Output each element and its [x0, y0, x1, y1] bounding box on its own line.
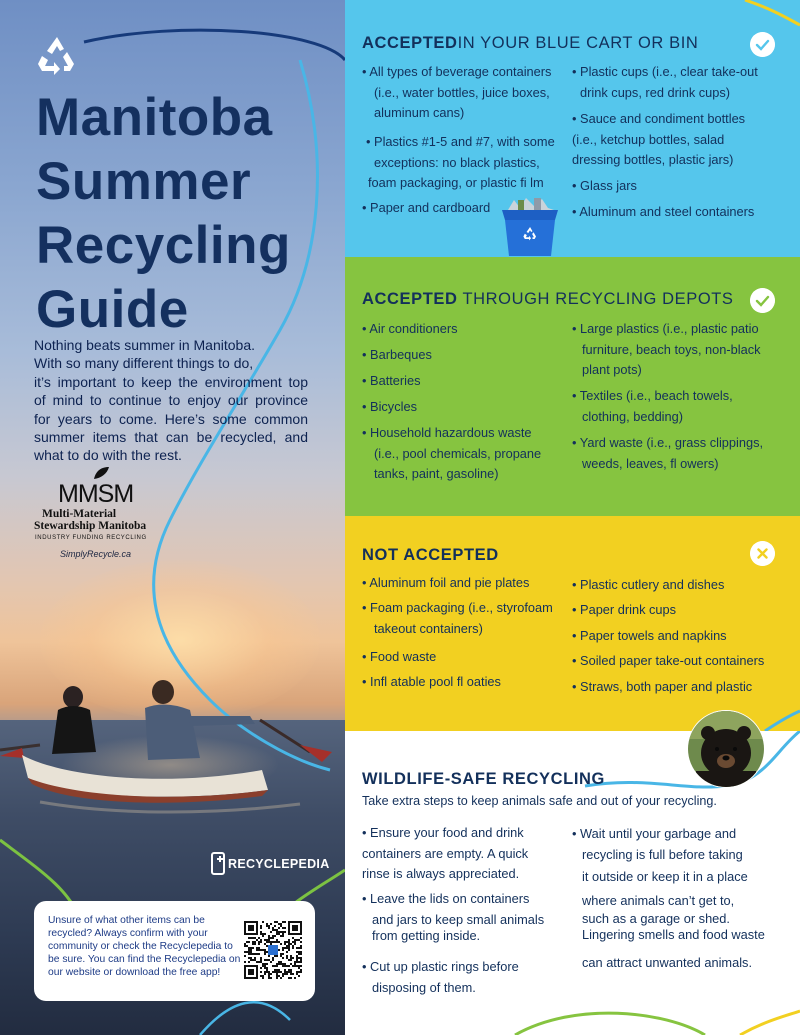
- canoe-photo: [0, 680, 345, 820]
- panel-title-bold: ACCEPTED: [362, 34, 458, 52]
- not-accepted-panel: [345, 516, 800, 731]
- item-line: such as a garage or shed.: [582, 911, 730, 927]
- item-line: drink cups, red drink cups): [580, 84, 731, 100]
- item-line: • Infl atable pool fl oaties: [362, 674, 501, 689]
- item-line: • Aluminum foil and pie plates: [362, 575, 530, 590]
- mmsm-name-line: Multi-Material: [42, 508, 117, 520]
- item-line: dressing bottles, plastic jars): [572, 152, 734, 167]
- item-line: • Paper and cardboard: [362, 200, 491, 215]
- item-line: • All types of beverage containers: [362, 64, 552, 79]
- panel-title: [362, 290, 734, 309]
- list-item: [362, 957, 519, 998]
- item-line: • Food waste: [362, 649, 437, 664]
- item-line: • Leave the lids on containers: [362, 891, 530, 906]
- list-item: [362, 397, 417, 418]
- item-line: and jars to keep small animals: [372, 911, 545, 927]
- leaf-icon: [92, 466, 110, 480]
- item-line: weeds, leaves, fl owers): [582, 455, 719, 471]
- item-line: aluminum cans): [374, 105, 465, 120]
- info-line: our website or download the free app!: [48, 966, 221, 978]
- panel-subtitle: Take extra steps to keep animals safe and out of your recycling.: [362, 794, 717, 808]
- list-item: [362, 345, 432, 366]
- recycle-bin-icon: [498, 196, 562, 257]
- checkmark-icon: [750, 32, 775, 57]
- item-line: • Bicycles: [362, 399, 417, 414]
- item-line: • Plastic cutlery and dishes: [572, 577, 725, 592]
- item-line: • Air conditioners: [362, 321, 458, 336]
- item-line: exceptions: no black plastics,: [374, 154, 540, 170]
- page-title: [36, 86, 336, 342]
- list-item: [572, 823, 765, 973]
- panel-title-bold: ACCEPTED: [362, 290, 458, 308]
- panel-title: [362, 34, 698, 53]
- list-item: [362, 319, 458, 340]
- panel-title-bold: WILDLIFE-SAFE RECYCLING: [362, 770, 605, 788]
- mmsm-wordmark: MMSM: [58, 480, 134, 508]
- item-line: clothing, bedding): [582, 408, 684, 424]
- list-item: [362, 823, 528, 885]
- panel-title-rest: IN YOUR BLUE CART OR BIN: [457, 34, 699, 52]
- panel-swoosh: [345, 516, 800, 731]
- phone-icon: [210, 852, 226, 876]
- website-link[interactable]: SimplyRecycle.ca: [60, 549, 132, 559]
- item-line: • Cut up plastic rings before: [362, 959, 519, 974]
- mmsm-name-line: Stewardship Manitoba: [34, 520, 147, 532]
- item-line: • Sauce and condiment bottles: [572, 111, 746, 126]
- item-line: from getting inside.: [372, 928, 481, 943]
- list-item: [572, 386, 733, 427]
- cover-photo-column: [0, 0, 345, 1035]
- intro-line: With so many different things to do,: [34, 355, 254, 372]
- list-item: [362, 889, 544, 947]
- item-line: • Foam packaging (i.e., styrofoam: [362, 600, 553, 615]
- item-line: rinse is always appreciated.: [362, 866, 520, 881]
- item-line: where animals can’t get to,: [582, 892, 735, 908]
- recyclepedia-info-box: [34, 901, 315, 1001]
- intro-line: summer items that can be recycled, and: [34, 429, 308, 446]
- mmsm-tagline: INDUSTRY FUNDING RECYCLING: [35, 535, 147, 541]
- item-line: (i.e., ketchup bottles, salad: [572, 131, 725, 147]
- title-line: Manitoba: [36, 88, 273, 147]
- recycle-icon: [34, 34, 80, 76]
- item-line: tanks, paint, gasoline): [374, 466, 499, 481]
- item-line: • Batteries: [362, 373, 421, 388]
- info-line: be sure. You can find the Recyclepedia on: [48, 953, 241, 965]
- item-line: • Barbeques: [362, 347, 432, 362]
- item-line: • Plastic cups (i.e., clear take-out: [572, 64, 758, 79]
- item-line: • Wait until your garbage and: [572, 826, 737, 841]
- list-item: [572, 176, 637, 197]
- item-line: disposing of them.: [372, 979, 476, 995]
- list-item: [362, 62, 551, 124]
- list-item: [572, 433, 763, 474]
- recyclepedia-brand: [210, 852, 330, 876]
- item-line: • Paper drink cups: [572, 602, 677, 617]
- item-line: takeout containers): [374, 620, 483, 636]
- title-line: Recycling: [36, 216, 291, 275]
- list-item: [362, 423, 541, 485]
- item-line: containers are empty. A quick: [362, 845, 529, 861]
- item-line: • Household hazardous waste: [362, 425, 532, 440]
- wildlife-safe-panel: [345, 731, 800, 1035]
- item-line: • Straws, both paper and plastic: [572, 679, 753, 694]
- list-item: [572, 319, 761, 381]
- panel-title-bold: NOT ACCEPTED: [362, 546, 499, 564]
- list-item: [362, 371, 421, 392]
- info-line: recycled? Always confirm with your: [48, 927, 208, 939]
- item-line: plant pots): [582, 362, 642, 377]
- info-line: Unsure of what other items can be: [48, 915, 205, 926]
- intro-line: of mind to continue to enjoy our province: [34, 392, 308, 409]
- accepted-blue-cart-panel: [345, 0, 800, 257]
- list-item: [572, 109, 745, 171]
- list-item: [572, 202, 754, 223]
- intro-line: what to do with the rest.: [34, 447, 182, 464]
- item-line: (i.e., water bottles, juice boxes,: [374, 84, 550, 100]
- title-line: Guide: [36, 280, 189, 339]
- list-item: [572, 62, 758, 103]
- item-line: • Textiles (i.e., beach towels,: [572, 388, 733, 403]
- item-line: • Soiled paper take-out containers: [572, 653, 765, 668]
- item-line: • Ensure your food and drink: [362, 825, 524, 840]
- checkmark-icon: [750, 288, 775, 313]
- intro-paragraph: [34, 336, 308, 465]
- item-line: • Glass jars: [572, 178, 637, 193]
- item-line: Lingering smells and food waste: [582, 927, 765, 943]
- list-item: [366, 132, 555, 194]
- item-line: • Large plastics (i.e., plastic patio: [572, 321, 759, 336]
- item-line: furniture, beach toys, non-black: [582, 341, 761, 357]
- item-line: can attract unwanted animals.: [582, 954, 753, 970]
- intro-line: for years to come. Here’s some common: [34, 410, 308, 427]
- intro-line: it’s important to keep the environment top: [34, 373, 308, 390]
- info-text: [48, 915, 244, 980]
- title-line: Summer: [36, 152, 252, 211]
- item-line: foam packaging, or plastic fi lm: [368, 175, 544, 190]
- qr-code[interactable]: [244, 921, 302, 979]
- accepted-depots-panel: [345, 257, 800, 516]
- list-item: [362, 198, 490, 219]
- panel-title-rest: THROUGH RECYCLING DEPOTS: [457, 290, 734, 308]
- bear-icon: [686, 709, 766, 789]
- item-line: (i.e., pool chemicals, propane: [374, 445, 542, 461]
- item-line: • Paper towels and napkins: [572, 628, 727, 643]
- item-line: • Yard waste (i.e., grass clippings,: [572, 435, 764, 450]
- recyclepedia-label: RECYCLEPEDIA: [228, 857, 330, 871]
- item-line: recycling is full before taking: [582, 847, 743, 863]
- item-line: it outside or keep it in a place: [582, 868, 748, 884]
- item-line: • Plastics #1-5 and #7, with some: [366, 134, 555, 149]
- info-line: community or check the Recyclepedia to: [48, 940, 233, 952]
- intro-line: Nothing beats summer in Manitoba.: [34, 337, 255, 353]
- panel-title: [362, 770, 605, 789]
- item-line: • Aluminum and steel containers: [572, 204, 755, 219]
